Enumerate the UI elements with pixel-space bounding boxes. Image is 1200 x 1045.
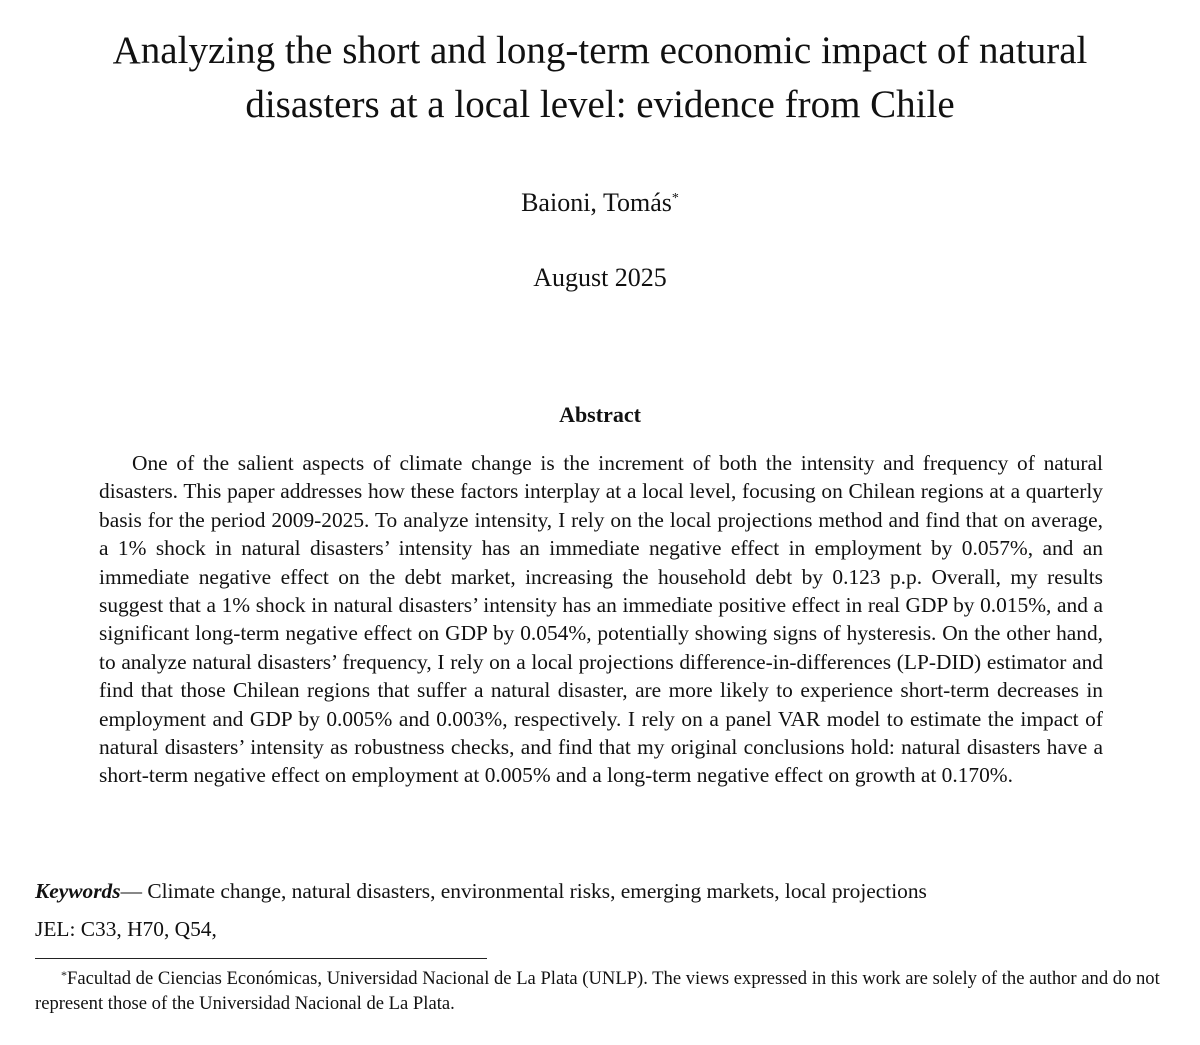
footnote-divider: [35, 958, 487, 959]
jel-codes: JEL: C33, H70, Q54,: [35, 917, 217, 941]
footnote-mark: *: [61, 968, 67, 982]
author-footnote-mark[interactable]: *: [671, 191, 679, 206]
abstract-text: One of the salient aspects of climate change is the increment of both the intensity and frequency of natural disasters. This paper addresses how these factors interplay at a local level, focusing on Chilean regions at a quarterly basis for the period 2009-2025. To analyze intensity, I rely on the local projections method and find that on average, a 1% shock in natural disasters’ intensity has an immediate negative effect in employment by 0.057%, and an immediate negative effect on the debt market, increasing the household debt by 0.123 p.p. Overall, my results suggest that a 1% shock in natural disasters’ intensity has an immediate positive effect in real GDP by 0.015%, and a significant long-term negative effect on GDP by 0.054%, potentially showing signs of hysteresis. On the other hand, to analyze natural disasters’ frequency, I rely on a local projections difference-in-differences (LP-DID) estimator and find that those Chilean regions that suffer a natural disaster, are more likely to experience short-term decreases in employment and GDP by 0.005% and 0.003%, respectively. I rely on a panel VAR model to estimate the impact of natural disasters’ intensity as robustness checks, and find that my original conclusions hold: natural disasters have a short-term negative effect on employment at 0.005% and a long-term negative effect on growth at 0.170%.: [99, 451, 1103, 788]
keywords-separator: —: [120, 879, 148, 903]
keywords-label: Keywords: [35, 879, 121, 903]
author-name: Baioni, Tomás: [521, 188, 672, 217]
keywords-list: Climate change, natural disasters, environmental risks, emerging markets, local projections: [147, 879, 927, 903]
footnote-text: Facultad de Ciencias Económicas, Universidad Nacional de La Plata (UNLP). The views expressed in this work are solely of the author and do not represent those of the Universidad Nacional de La Plata.: [35, 968, 1160, 1014]
abstract-heading: Abstract: [559, 402, 641, 427]
paper-title: Analyzing the short and long-term economic impact of natural disasters at a local level: evidence from Chile: [112, 29, 1088, 126]
author-line: [0, 186, 1200, 220]
keywords-line: [35, 876, 1175, 906]
footnote: [35, 966, 1175, 1016]
paper-date: August 2025: [533, 263, 667, 292]
